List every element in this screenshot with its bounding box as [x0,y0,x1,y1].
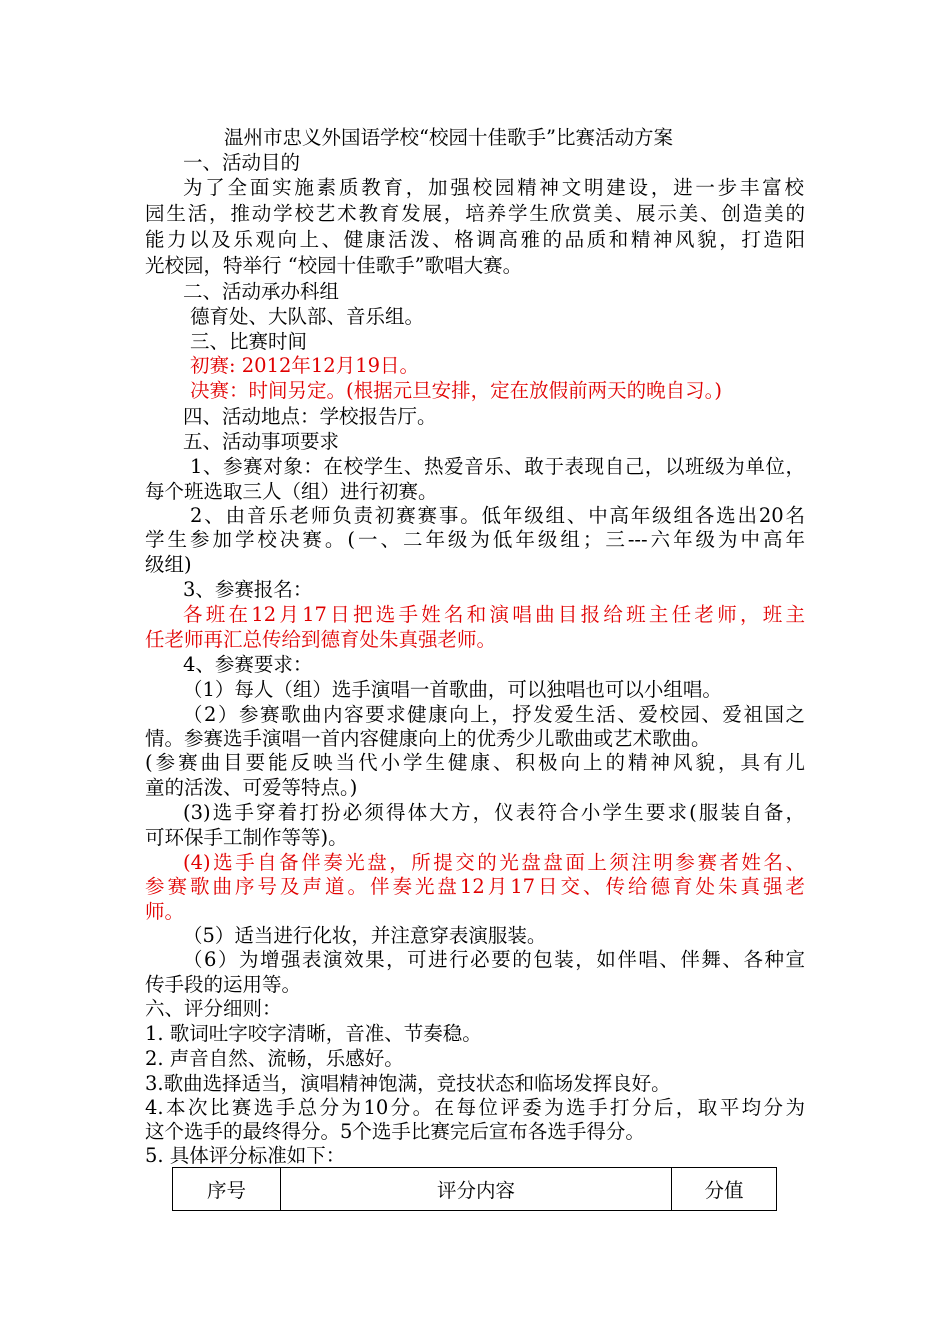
section-3-heading: 三、比赛时间 [190,330,308,353]
section-1-paragraph-line: 为了全面实施素质教育，加强校园精神文明建设，进一步丰富校 [183,176,804,199]
scoring-rule: 2. 声音自然、流畅，乐感好。 [145,1047,404,1070]
requirement-2-line: 情。参赛选手演唱一首内容健康向上的优秀少儿歌曲或艺术歌曲。 [145,727,711,750]
item-4-heading: 4、参赛要求： [183,653,313,676]
section-4-heading: 四、活动地点：学校报告厅。 [183,405,437,428]
item-2-line: 2、由音乐老师负责初赛赛事。低年级组、中高年级组各选出20名 [190,504,805,527]
scoring-rule-4-line: 4.本次比赛选手总分为10分。在每位评委为选手打分后，取平均分为 [145,1096,805,1119]
requirement-5: （5）适当进行化妆，并注意穿表演服装。 [183,924,547,947]
scoring-rule-4-line: 这个选手的最终得分。5个选手比赛完后宣布各选手得分。 [145,1120,645,1143]
requirement-1: （1）每人（组）选手演唱一首歌曲，可以独唱也可以小组唱。 [183,678,722,701]
requirement-2-line: (参赛曲目要能反映当代小学生健康、积极向上的精神风貌，具有儿 [145,751,805,774]
requirement-4-line: 参赛歌曲序号及声道。伴奏光盘12月17日交、传给德育处朱真强老 [145,875,805,898]
item-3-line: 各班在12月17日把选手姓名和演唱曲目报给班主任老师，班主 [183,603,805,626]
section-5-heading: 五、活动事项要求 [183,430,340,453]
header-cell-content: 评分内容 [281,1168,672,1211]
requirement-6-line: （6）为增强表演效果，可进行必要的包装，如伴唱、伴舞、各种宣 [183,948,805,971]
scoring-rule-5: 5. 具体评分标准如下： [145,1144,346,1167]
document-title: 温州市忠义外国语学校“校园十佳歌手”比赛活动方案 [224,126,673,149]
item-2-line: 学生参加学校决赛。(一、二年级为低年级组；三---六年级为中高年 [145,528,805,551]
section-6-heading: 六、评分细则： [145,997,282,1020]
requirement-6-line: 传手段的运用等。 [145,973,302,996]
section-1-paragraph-line: 光校园，特举行 “校园十佳歌手”歌唱大赛。 [145,254,523,277]
prelim-time: 初赛: 2012年12月19日。 [190,354,420,377]
header-cell-score: 分值 [672,1168,777,1211]
section-1-paragraph-line: 园生活，推动学校艺术教育发展，培养学生欣赏美、展示美、创造美的 [145,202,805,225]
header-cell-number: 序号 [173,1168,281,1211]
item-2-line: 级组) [145,553,192,576]
requirement-2-line: 童的活泼、可爱等特点。) [145,776,358,799]
section-1-heading: 一、活动目的 [183,151,301,174]
section-1-paragraph-line: 能力以及乐观向上、健康活泼、格调高雅的品质和精神风貌，打造阳 [145,228,805,251]
final-time: 决赛：时间另定。(根据元旦安排，定在放假前两天的晚自习。) [190,379,722,402]
section-2-text: 德育处、大队部、音乐组。 [190,305,425,328]
requirement-2-line: （2）参赛歌曲内容要求健康向上，抒发爱生活、爱校园、爱祖国之 [183,703,805,726]
requirement-4-line: (4)选手自备伴奏光盘，所提交的光盘盘面上须注明参赛者姓名、 [183,851,805,874]
item-3-heading: 3、参赛报名： [183,578,313,601]
item-3-line: 任老师再汇总传给到德育处朱真强老师。 [145,628,497,651]
item-1-line: 每个班选取三人（组）进行初赛。 [145,480,438,503]
scoring-rule: 1. 歌词吐字咬字清晰，音准、节奏稳。 [145,1022,482,1045]
requirement-3-line: 可环保手工制作等等)。 [145,826,348,849]
scoring-rule: 3.歌曲选择适当，演唱精神饱满，竞技状态和临场发挥良好。 [145,1072,671,1095]
section-2-heading: 二、活动承办科组 [183,280,340,303]
scoring-table [172,1167,777,1211]
item-1-line: 1、参赛对象：在校学生、热爱音乐、敢于表现自己，以班级为单位， [190,455,805,478]
requirement-3-line: (3)选手穿着打扮必须得体大方，仪表符合小学生要求(服装自备， [183,801,805,824]
requirement-4-line: 师。 [145,900,185,923]
table-header-row [173,1168,777,1211]
